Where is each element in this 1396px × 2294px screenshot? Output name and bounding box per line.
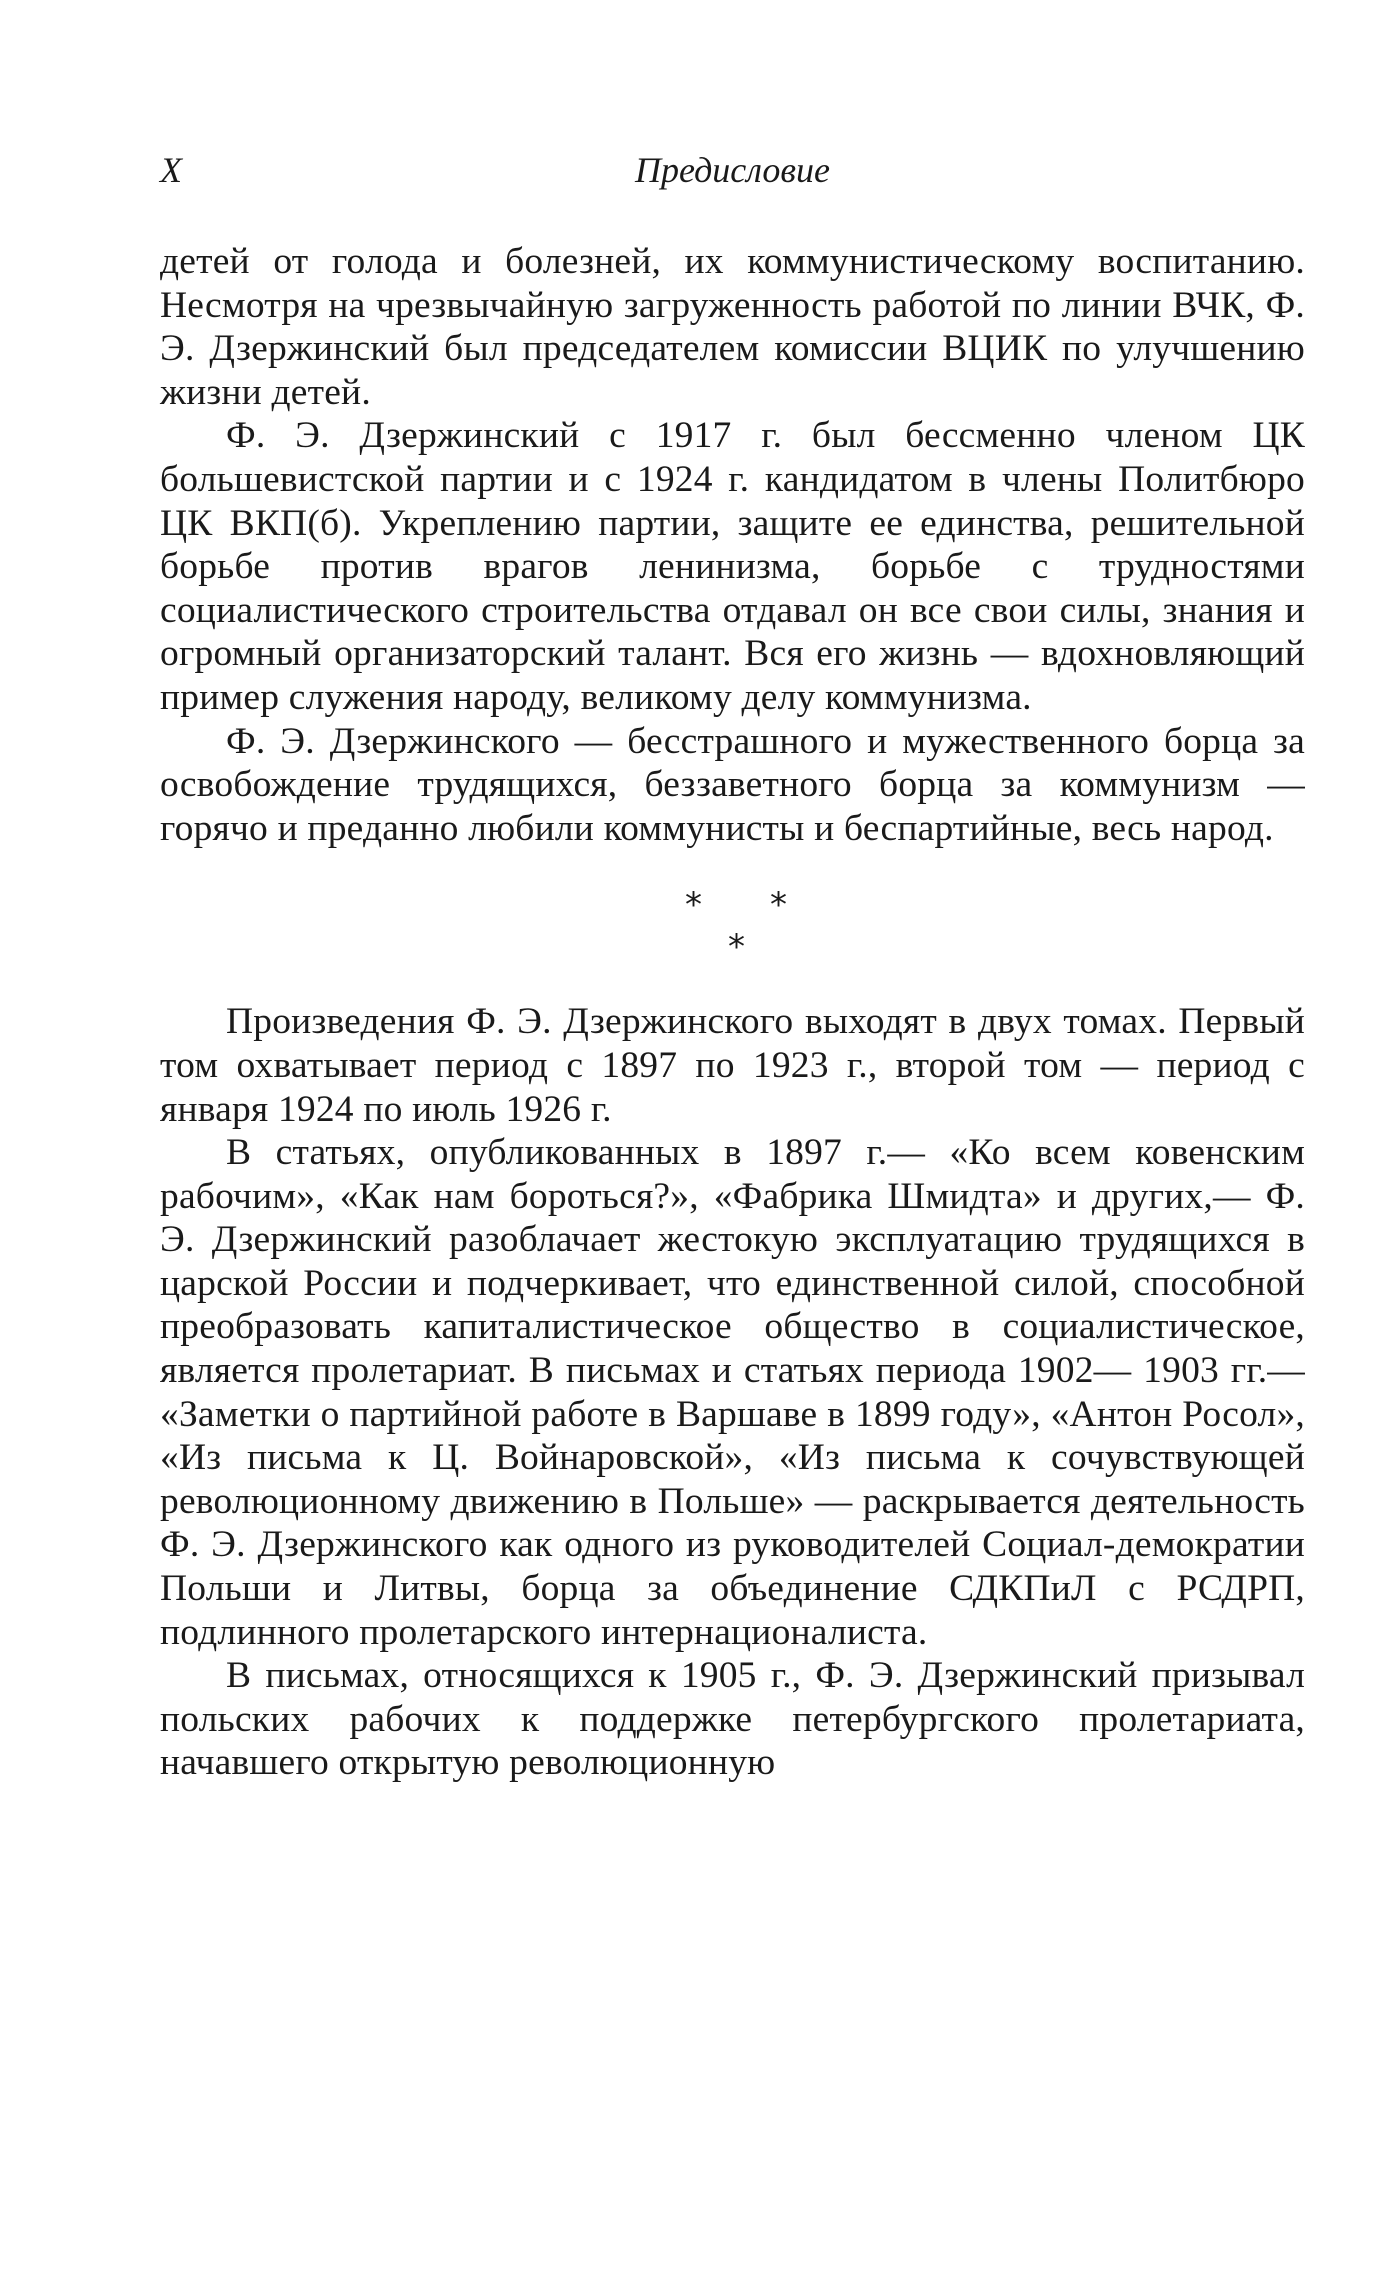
paragraph: Произведения Ф. Э. Дзержинского выходят в двух томах. Первый том охватывает период с 1897 по 1923 г., второй том — период с января 1924 по июль 1926 г. xyxy=(160,1001,1305,1130)
paragraph: детей от голода и болезней, их коммунистическому воспитанию. Несмотря на чрезвычайную загруженность работой по линии ВЧК, Ф. Э. Дзержинский был председателем комиссии ВЦИК по улучшению жизни детей. xyxy=(160,241,1305,413)
paragraph: В статьях, опубликованных в 1897 г.— «Ко всем ковенским рабочим», «Как нам бороться?», «Фабрика Шмидта» и других,— Ф. Э. Дзержинский разоблачает жестокую эксплуатацию трудящихся в царской России и подчеркивает, что единственной силой, способной преобразовать капиталистическое общество в социалистическое, является пролетариат. В письмах и статьях периода 1902— 1903 гг.— «Заметки о партийной работе в Варшаве в 1899 году», «Антон Росол», «Из письма к Ц. Войнаровской», «Из письма к сочувствующей революционному движению в Польше» — раскрывается деятельность Ф. Э. Дзержинского как одного из руководителей Социал-демократии Польши и Литвы, борца за объединение СДКПиЛ с РСДРП, подлинного пролетарского интернационалиста. xyxy=(160,1132,1305,1653)
asterisk: * xyxy=(685,885,702,926)
asterisk: * xyxy=(770,885,787,926)
section-title: Предисловие xyxy=(634,150,830,190)
body-text xyxy=(160,240,1305,1785)
page-number: X xyxy=(160,150,182,190)
paragraph: В письмах, относящихся к 1905 г., Ф. Э. Дзержинский призывал польских рабочих к поддержке петербургского пролетариата, начавшего открытую революционную xyxy=(160,1655,1305,1784)
asterisk: * xyxy=(728,927,745,968)
book-page xyxy=(160,140,1305,1785)
paragraph: Ф. Э. Дзержинского — бесстрашного и мужественного борца за освобождение трудящихся, беззаветного борца за коммунизм — горячо и преданно любили коммунисты и беспартийные, весь народ. xyxy=(160,720,1305,849)
paragraph: Ф. Э. Дзержинский с 1917 г. был бессменно членом ЦК большевистской партии и с 1924 г. кандидатом в члены Политбюро ЦК ВКП(б). Укреплению партии, защите ее единства, решительной борьбе против врагов ленинизма, борьбе с трудностями социалистического строительства отдавал он все свои силы, знания и огромный организаторский талант. Вся его жизнь — вдохновляющий пример служения народу, великому делу коммунизма. xyxy=(160,415,1305,718)
running-head xyxy=(160,140,1305,200)
section-break-asterism xyxy=(160,850,1305,1000)
